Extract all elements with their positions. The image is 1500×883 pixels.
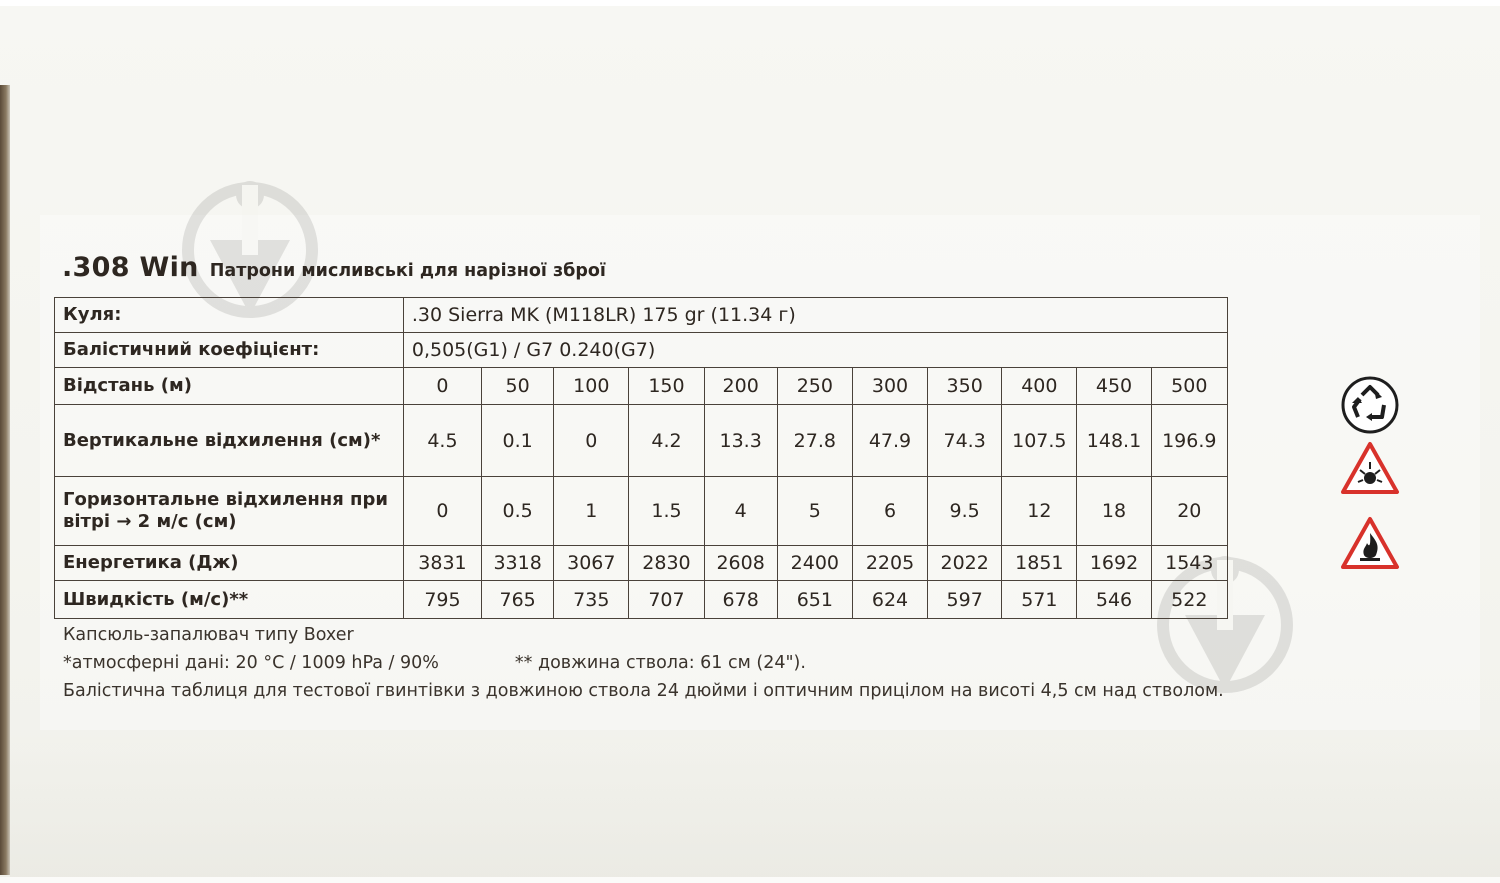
table-cell: 13.3 xyxy=(704,405,777,477)
table-cell: 735 xyxy=(554,581,629,619)
product-description: Патрони мисливські для нарізної зброї xyxy=(209,261,606,281)
table-cell: 0 xyxy=(403,368,481,405)
table-cell: 107.5 xyxy=(1002,405,1077,477)
table-cell: 1 xyxy=(554,477,629,546)
table-cell: 1.5 xyxy=(629,477,704,546)
recycle-icon xyxy=(1340,375,1400,435)
table-cell: 1851 xyxy=(1002,546,1077,581)
ballistics-table xyxy=(54,297,1228,619)
table-cell: 200 xyxy=(704,368,777,405)
table-cell: 3067 xyxy=(554,546,629,581)
box-left-edge xyxy=(0,85,10,875)
caliber-code: .308 Win xyxy=(62,252,199,283)
primer-note: Капсюль-запалювач типу Boxer xyxy=(63,625,354,645)
table-cell: 6 xyxy=(852,477,927,546)
table-cell: 300 xyxy=(852,368,927,405)
row-label: Енергетика (Дж) xyxy=(55,546,404,581)
table-row-energy xyxy=(55,546,1228,581)
atmosphere-note: *атмосферні дані: 20 °C / 1009 hPa / 90% xyxy=(63,653,439,673)
row-label: Горизонтальне відхилення при вітрі → 2 м/с (см) xyxy=(55,477,404,546)
table-row-bullet xyxy=(55,298,1228,333)
table-cell: 0 xyxy=(554,405,629,477)
table-cell: 2830 xyxy=(629,546,704,581)
flammable-hazard-icon xyxy=(1340,515,1400,575)
table-cell: 3831 xyxy=(403,546,481,581)
table-cell: 0 xyxy=(403,477,481,546)
table-row-ballistic-coefficient xyxy=(55,333,1228,368)
table-cell: 18 xyxy=(1077,477,1151,546)
table-cell: 4.2 xyxy=(629,405,704,477)
conditions-note xyxy=(63,649,1224,677)
table-cell: 765 xyxy=(482,581,554,619)
ballistic-note: Балістична таблиця для тестової гвинтівки з довжиною ствола 24 дюйми і оптичним прицілом на висоті 4,5 см над стволом. xyxy=(63,681,1224,701)
table-cell: 651 xyxy=(777,581,852,619)
table-cell: 20 xyxy=(1151,477,1227,546)
table-cell: 597 xyxy=(928,581,1002,619)
table-cell: 707 xyxy=(629,581,704,619)
table-cell: 27.8 xyxy=(777,405,852,477)
table-row-distance xyxy=(55,368,1228,405)
table-cell: 2022 xyxy=(928,546,1002,581)
product-heading xyxy=(62,252,606,283)
table-cell: 74.3 xyxy=(928,405,1002,477)
table-cell: 500 xyxy=(1151,368,1227,405)
table-cell: 5 xyxy=(777,477,852,546)
table-cell: 678 xyxy=(704,581,777,619)
table-cell: 400 xyxy=(1002,368,1077,405)
top-background xyxy=(0,0,1500,6)
table-cell: 250 xyxy=(777,368,852,405)
table-cell: 4.5 xyxy=(403,405,481,477)
table-cell: 2608 xyxy=(704,546,777,581)
bc-value: 0,505(G1) / G7 0.240(G7) xyxy=(403,333,1227,368)
table-cell: 350 xyxy=(928,368,1002,405)
table-cell: 450 xyxy=(1077,368,1151,405)
box-bottom-shading xyxy=(10,730,1500,883)
table-cell: 4 xyxy=(704,477,777,546)
table-cell: 150 xyxy=(629,368,704,405)
row-label: Відстань (м) xyxy=(55,368,404,405)
table-cell: 196.9 xyxy=(1151,405,1227,477)
table-cell: 0.5 xyxy=(482,477,554,546)
table-cell: 2205 xyxy=(852,546,927,581)
table-cell: 795 xyxy=(403,581,481,619)
table-row-velocity xyxy=(55,581,1228,619)
explosive-hazard-icon xyxy=(1340,440,1400,500)
bottom-background xyxy=(0,877,1500,883)
table-cell: 12 xyxy=(1002,477,1077,546)
table-row-horizontal-deviation xyxy=(55,477,1228,546)
table-cell: 50 xyxy=(482,368,554,405)
table-cell: 3318 xyxy=(482,546,554,581)
table-cell: 47.9 xyxy=(852,405,927,477)
table-cell: 100 xyxy=(554,368,629,405)
table-cell: 624 xyxy=(852,581,927,619)
table-cell: 522 xyxy=(1151,581,1227,619)
table-cell: 1692 xyxy=(1077,546,1151,581)
table-cell: 0.1 xyxy=(482,405,554,477)
table-row-vertical-deviation xyxy=(55,405,1228,477)
table-cell: 571 xyxy=(1002,581,1077,619)
barrel-note: ** довжина ствола: 61 см (24"). xyxy=(514,653,806,673)
table-cell: 1543 xyxy=(1151,546,1227,581)
footnotes xyxy=(63,621,1224,705)
bullet-label: Куля: xyxy=(55,298,404,333)
table-cell: 2400 xyxy=(777,546,852,581)
table-cell: 148.1 xyxy=(1077,405,1151,477)
row-label: Вертикальне відхилення (см)* xyxy=(55,405,404,477)
row-label: Швидкість (м/с)** xyxy=(55,581,404,619)
bc-label: Балістичний коефіцієнт: xyxy=(55,333,404,368)
table-cell: 9.5 xyxy=(928,477,1002,546)
table-cell: 546 xyxy=(1077,581,1151,619)
bullet-value: .30 Sierra MK (M118LR) 175 gr (11.34 г) xyxy=(403,298,1227,333)
